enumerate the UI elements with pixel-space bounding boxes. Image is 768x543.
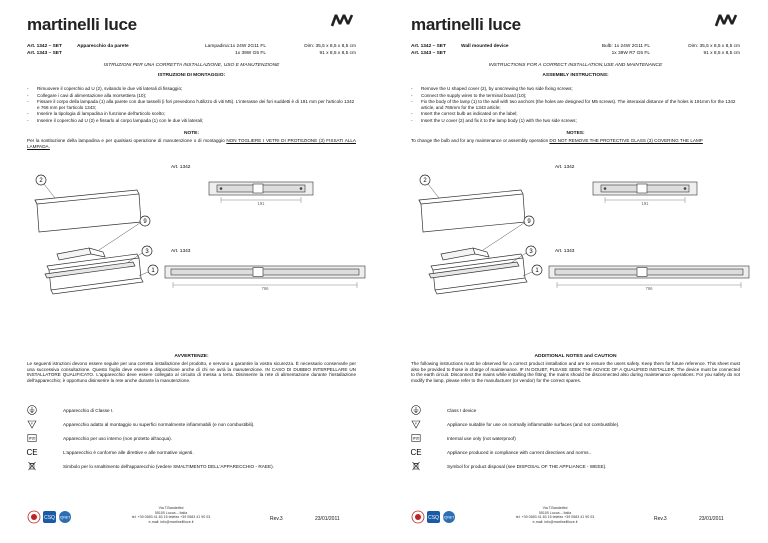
legend-row [27, 461, 357, 475]
address-line: e-mail: info@martinelliluce.it [148, 520, 194, 525]
svg-text:IQNET: IQNET [443, 515, 455, 520]
csq-cert-icon [43, 511, 56, 523]
step-item: - Rimuovere il coperchio ad U (2), svitando le due viti laterali di fissaggio; [27, 86, 356, 92]
bulb-spec [186, 44, 266, 57]
svg-text:9: 9 [527, 219, 531, 226]
warning-title: ADDITIONAL NOTES and CAUTION [534, 354, 617, 359]
document-subtitle: ISTRUZIONI PER UNA CORRETTA INSTALLAZIONE, USO E MANUTENZIONE [103, 63, 280, 68]
svg-text:3: 3 [529, 249, 533, 256]
brand-logo: martinelli luce [411, 15, 521, 34]
warning-title: AVVERTENZE: [174, 354, 209, 359]
address-line: Via T.Bandettini [158, 506, 184, 510]
callout-1 [523, 265, 542, 276]
dimensions [304, 44, 356, 57]
product-name: Wall mounted device [461, 44, 509, 49]
svg-text:CE: CE [410, 448, 422, 457]
legend-text: Apparecchio di Classe I. [63, 408, 114, 413]
lamp-diagram [411, 162, 751, 350]
legend-text: Apparecchio per uso interno (non protetto all'acqua). [63, 436, 173, 441]
symbol-legend [27, 405, 357, 475]
svg-text:IP20: IP20 [412, 436, 420, 441]
step-item: - Inserire la tipologia di lampadina in funzione dell'articolo scelto; [27, 111, 356, 117]
earth-ground-icon [411, 405, 421, 415]
legend-row [27, 405, 357, 419]
iqnet-cert-icon [59, 511, 71, 523]
legend-row [27, 447, 357, 461]
dimension-line: Dim: 35,5 x 8,5 x 8,5 cm [688, 44, 740, 49]
svg-text:IP20: IP20 [28, 436, 36, 441]
bulb-line: 1x 39W R7 G5 FL [611, 50, 650, 56]
dimension-1342: 191 [641, 201, 649, 206]
callout-9 [99, 216, 150, 250]
legend-row [411, 447, 741, 461]
assembly-figure [27, 162, 367, 350]
step-item: - Inserire il coperchio ad U (2) e fissarlo al corpo lampada (1) con le due viti laterali; [27, 118, 356, 124]
dimensions [688, 44, 740, 57]
note-title: NOTE: [184, 131, 199, 136]
assembly-steps [27, 86, 356, 124]
ip20-icon [411, 433, 421, 443]
legend-row [27, 433, 357, 447]
article-codes [411, 44, 446, 57]
bulb-line: Lampadina:1x 24W 2G11 FL [205, 44, 266, 49]
note-emphasis: NON TOGLIERE I VETRI DI PROTEZIONE (3) FISSATI ALLA LAMPADA. [27, 138, 356, 149]
note-emphasis: DO NOT REMOVE THE PROTECTIVE GLASS (3) COVERING THE LAMP [549, 138, 703, 143]
revision: Rev.3 [654, 516, 667, 522]
note-title: NOTES: [566, 131, 585, 136]
legend-text: Internal use only (not waterproof) [447, 436, 516, 441]
iqnet-cert-icon [443, 511, 455, 523]
article-code: Art. 1343 – SET [27, 50, 62, 56]
svg-text:3: 3 [145, 249, 149, 256]
certification-logos [27, 508, 75, 526]
legend-row [27, 419, 357, 433]
lamp-diagram [27, 162, 367, 350]
earth-ground-icon [27, 405, 37, 415]
brand-mark-icon [714, 12, 738, 28]
symbol-legend [411, 405, 741, 475]
brand-mark-icon [330, 12, 354, 28]
weee-bin-icon [411, 461, 421, 471]
note-text: Per la sostituzione della lampadina e per qualsiasi operazione di manutenzione o di montaggio [27, 138, 227, 143]
svg-text:CE: CE [26, 448, 38, 457]
weee-bin-icon [27, 461, 37, 471]
legend-text: Symbol for product disposal (see DISPOSAL OF THE APPLIANCE - WEEE). [447, 464, 607, 469]
step-item: - Insert the correct bulb as indicated on the label; [411, 111, 740, 117]
step-item: - Collegare i cavi di alimentazione alla morsettiera (10); [27, 93, 356, 99]
svg-text:1: 1 [535, 268, 539, 275]
svg-text:IQNET: IQNET [59, 515, 71, 520]
address-line: 55100 Lucca – Italia [538, 510, 572, 515]
assembly-title: ISTRUZIONI DI MONTAGGIO: [157, 73, 226, 78]
callout-1 [139, 265, 158, 276]
article-code: Art. 1342 – SET [411, 44, 446, 49]
address-line: Via T.Bandettini [542, 506, 568, 510]
dimension-1342: 191 [257, 201, 265, 206]
svg-text:F: F [31, 421, 33, 426]
legend-row [411, 461, 741, 475]
address-line: e-mail: info@martinelliluce.it [532, 520, 578, 525]
callout-9 [483, 216, 534, 250]
svg-text:F: F [415, 421, 417, 426]
callout-2 [36, 175, 55, 198]
note-body [411, 138, 740, 144]
assembly-steps [411, 86, 740, 124]
bulb-spec [570, 44, 650, 57]
svg-text:2: 2 [39, 178, 43, 185]
legend-text: Appliance suitable for use on normally inflammable surfaces (and not combustible). [447, 422, 620, 427]
article-code: Art. 1342 – SET [27, 44, 62, 49]
dimension-1343: 766 [645, 286, 653, 291]
svg-text:1: 1 [151, 268, 155, 275]
certification-logos [411, 508, 459, 526]
note-text: To change the bulb and for any maintenance or assembly operation [411, 138, 550, 143]
bulb-line: Bulb: 1x 24W 2G11 FL [601, 44, 650, 49]
step-item: - Fix the body of the lamp (1) to the wall with two anchors (the holes are designed for M5 screws). The interaxial distance of the holes is 191mm for the 1342 article, and 766mm for the 1343 article; [411, 99, 740, 110]
figure-label-1342: Art. 1342 [555, 165, 575, 170]
svg-text:9: 9 [143, 219, 147, 226]
assembly-figure [411, 162, 751, 350]
lamp-1343-plan [549, 266, 749, 288]
warning-body: The following instructions must be observed for a correct product installation and are to ensure the users safety. Keep them for future reference. This sheet must also be provided to those in charge of maintenance. IF IN DOUBT, PLEASE SEEK THE ADVICE OF A QUALIFIED INSTALLER. The device must be connected to the earth circuit. Disconnect the mains while installing the fitting; the mains should be disconnected also during maintenance operations. For you safety do not modify the lamp, please refer to the manufacturer (or vendor) for the correct spares. [411, 361, 740, 384]
lamp-1342-plan [209, 182, 313, 203]
instruction-page [384, 0, 768, 543]
step-item: - Fissare il corpo della lampada (1) alla parete con due tasselli (i fori prevedono l'utilizzo di viti M5). L'interasse dei fori suddetti è di 191 mm per l'articolo 1342 e 766 mm per l'articolo 1343; [27, 99, 356, 110]
article-codes [27, 44, 62, 57]
iso-cert-icon [28, 511, 40, 523]
csq-cert-icon [427, 511, 440, 523]
document-date: 23/01/2011 [699, 516, 724, 522]
dimension-line: Dim: 35,5 x 8,5 x 8,5 cm [304, 44, 356, 49]
figure-label-1342: Art. 1342 [171, 165, 191, 170]
flammable-surface-icon [27, 419, 37, 429]
wall-plate-drawing [441, 248, 489, 260]
note-body [27, 138, 356, 149]
callout-2 [420, 175, 439, 198]
assembly-title: ASSEMBLY INSTRUCTIONS: [542, 73, 609, 78]
legend-row [411, 405, 741, 419]
ce-mark-icon [411, 447, 421, 457]
ce-mark-icon [27, 447, 37, 457]
step-item: - Connect the supply wires to the terminal board (10); [411, 93, 740, 99]
legend-text: Appliance produced in compliance with current directives and norms.. [447, 450, 592, 455]
address-line: 55100 Lucca – Italia [154, 510, 188, 515]
legend-row [411, 433, 741, 447]
iso-cert-icon [412, 511, 424, 523]
flammable-surface-icon [411, 419, 421, 429]
company-address [500, 506, 610, 525]
svg-text:2: 2 [423, 178, 427, 185]
warning-body: Le seguenti istruzioni devono essere seguite per una corretta installazione del prodotto, e servono a garantire la vostra sicurezza. È necessario conservarle per una successiva consultazione. Questo foglio deve essere a disposizione anche di chi ne avrà la manutenzione. IN CASO DI DUBBIO INTERPELLARE UN INSTALLATORE QUALIFICATO. L'apparecchio deve essere collegato al circuito di messa a terra. Disinserire la rete di alimentazione durante l'installazione dell'apparecchio; è opportuno disinserire la rete anche durante la manutenzione. [27, 361, 356, 384]
revision: Rev.3 [270, 516, 283, 522]
svg-text:CSQ: CSQ [428, 515, 439, 521]
product-name: Apparecchio da parete [77, 44, 129, 49]
lamp-1343-plan [165, 266, 365, 288]
dimension-line: 91 x 8,5 x 8,5 cm [703, 50, 740, 56]
step-item: - Remove the U shaped cover (2), by unscrewing the two side fixing screws; [411, 86, 740, 92]
bulb-line: 1x 39W G5 FL [235, 50, 266, 56]
address-line: tel. +39 0583 41 83 15 telefax +39 0583 41 90 03 [131, 515, 211, 520]
ip20-icon [27, 433, 37, 443]
legend-text: Apparecchio adatto al montaggio su superfici normalmente infiammabili (e non combustibili). [63, 422, 255, 427]
lamp-1342-plan [593, 182, 697, 203]
svg-text:CSQ: CSQ [44, 515, 55, 521]
company-address [116, 506, 226, 525]
legend-row [411, 419, 741, 433]
wall-plate-drawing [57, 248, 105, 260]
legend-text: Class I device [447, 408, 477, 413]
u-cover-drawing [35, 190, 141, 232]
u-cover-drawing [419, 190, 525, 232]
legend-text: L'apparecchio è conforme alle direttive e alle normative vigenti. [63, 450, 194, 455]
dimension-line: 91 x 8,5 x 8,5 cm [319, 50, 356, 56]
article-code: Art. 1343 – SET [411, 50, 446, 56]
dimension-1343: 766 [261, 286, 269, 291]
figure-label-1343: Art. 1343 [171, 249, 191, 254]
document-date: 23/01/2011 [315, 516, 340, 522]
legend-text: Simbolo per lo smaltimento dell'apparecchio (vedere SMALTIMENTO DELL'APPARECCHIO - RAEE). [63, 464, 274, 469]
figure-label-1343: Art. 1343 [555, 249, 575, 254]
brand-logo: martinelli luce [27, 15, 137, 34]
step-item: - Insert the U cover (2) and fix it to the lamp body (1) with the two side screws; [411, 118, 740, 124]
address-line: tel. +39 0583 41 83 15 telefax +39 0583 41 90 03 [515, 515, 595, 520]
document-subtitle: INSTRUCTIONS FOR A CORRECT INSTALLATION,USE AND MAINTENANCE [488, 63, 663, 68]
